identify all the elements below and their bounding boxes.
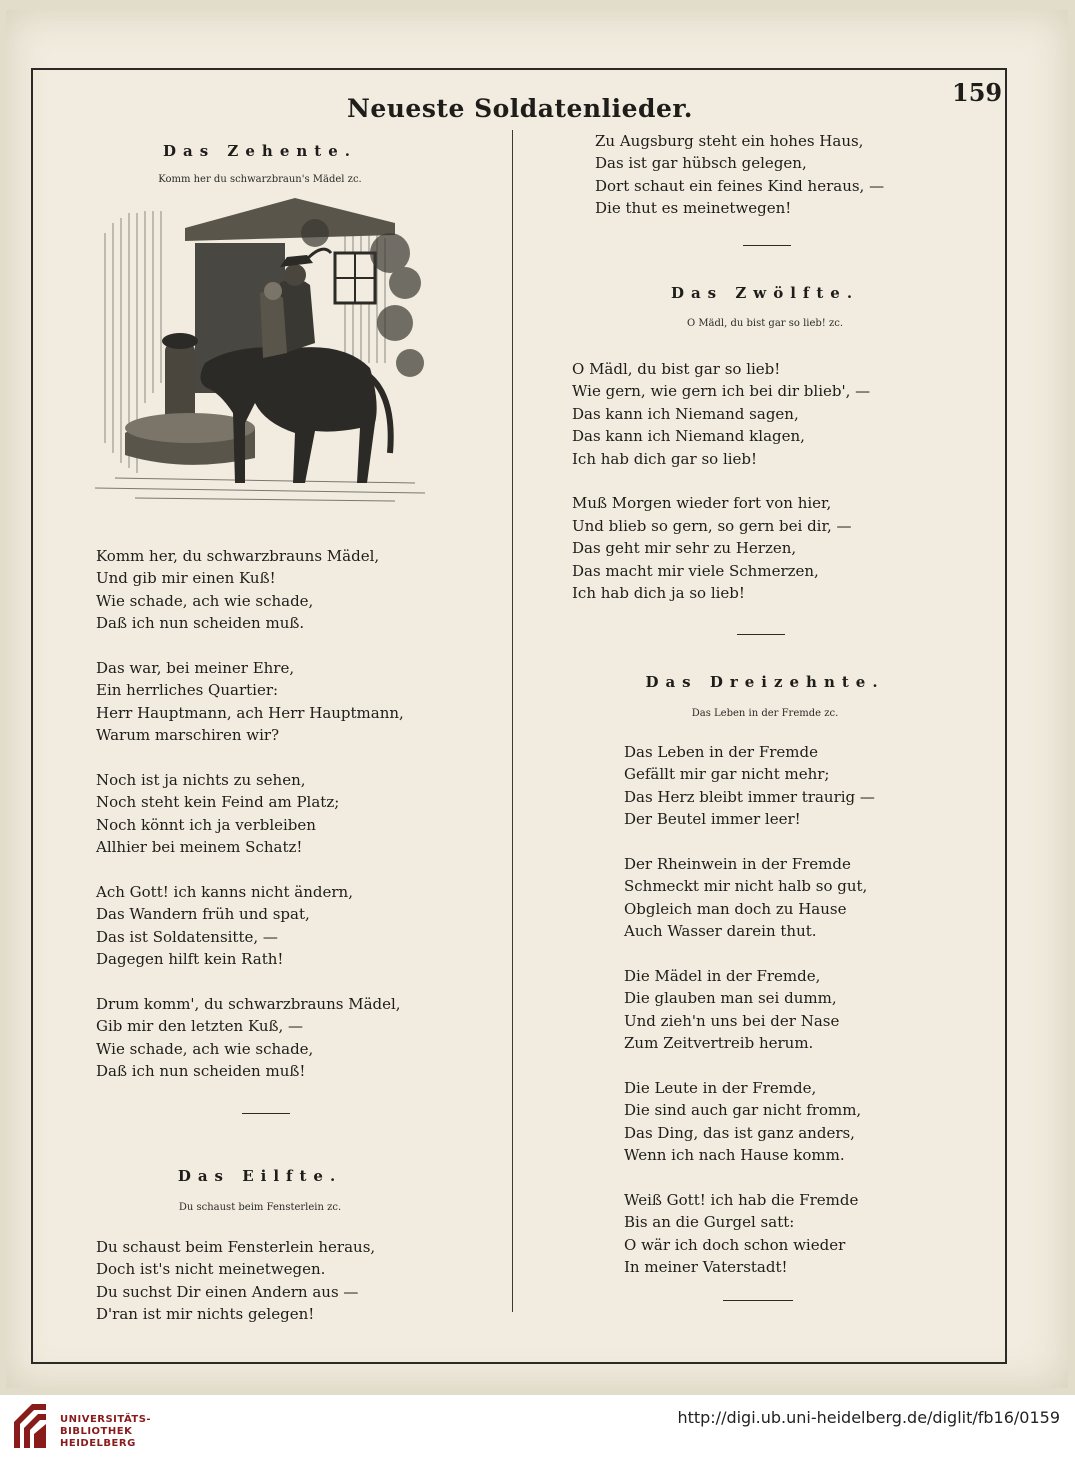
verse-line: Das Wandern früh und spat, xyxy=(96,905,310,924)
page-number: 159 xyxy=(952,78,1003,107)
verse-line: Du suchst Dir einen Andern aus — xyxy=(96,1282,359,1301)
library-name-line: BIBLIOTHEK xyxy=(60,1426,133,1437)
verse-line: Komm her, du schwarzbrauns Mädel, xyxy=(96,547,380,565)
verse-line: Drum komm', du schwarzbrauns Mädel, xyxy=(96,994,401,1013)
verse-line: Die Leute in der Fremde, xyxy=(624,1078,817,1097)
verse-line: Ich hab dich ja so lieb! xyxy=(572,583,745,602)
verse-line: Das war, bei meiner Ehre, xyxy=(96,658,295,677)
song-heading-zwoelfte: Das Zwölfte. xyxy=(670,284,860,302)
verse-dreizehnte xyxy=(624,741,875,1278)
verse-line: Noch ist ja nichts zu sehen, xyxy=(96,770,306,789)
verse-line: Auch Wasser darein thut. xyxy=(624,922,817,941)
source-url[interactable]: http://digi.ub.uni-heidelberg.de/diglit/fb16/0159 xyxy=(677,1408,1060,1427)
song-separator xyxy=(242,1113,290,1114)
song-heading-dreizehnte: Das Dreizehnte. xyxy=(645,673,885,691)
verse-line: Die Mädel in der Fremde, xyxy=(624,966,821,985)
verse-line: Der Rheinwein in der Fremde xyxy=(624,854,851,873)
verse-line: Zu Augsburg steht ein hohes Haus, xyxy=(595,132,864,150)
verse-line: Die glauben man sei dumm, xyxy=(624,989,837,1008)
verse-line: Noch könnt ich ja verbleiben xyxy=(96,815,316,834)
verse-line: Schmeckt mir nicht halb so gut, xyxy=(624,877,868,896)
verse-line: Gib mir den letzten Kuß, — xyxy=(96,1017,304,1036)
verse-line: Das macht mir viele Schmerzen, xyxy=(572,561,819,580)
stanza-break xyxy=(624,943,875,965)
verse-line: O Mädl, du bist gar so lieb! xyxy=(572,360,781,378)
stanza-break xyxy=(96,970,404,992)
verse-line: Wie gern, wie gern ich bei dir blieb', — xyxy=(572,382,871,401)
song-heading-zehnte: Das Zehente. xyxy=(163,142,357,160)
verse-line: Der Beutel immer leer! xyxy=(624,810,801,829)
library-name-line: UNIVERSITÄTS- xyxy=(60,1414,152,1425)
song-separator xyxy=(737,634,785,635)
verse-line: Dort schaut ein feines Kind heraus, — xyxy=(595,176,885,195)
verse-line: Noch steht kein Feind am Platz; xyxy=(96,793,340,812)
horseman-at-fountain-illustration xyxy=(95,193,425,505)
verse-line: Doch ist's nicht meinetwegen. xyxy=(96,1260,326,1279)
verse-line: Das Ding, das ist ganz anders, xyxy=(624,1123,855,1142)
song-subheading-dreizehnte: Das Leben in der Fremde zc. xyxy=(691,708,839,719)
verse-line: D'ran ist mir nichts gelegen! xyxy=(96,1305,315,1324)
verse-elfte xyxy=(96,1236,375,1326)
verse-line: Gefällt mir gar nicht mehr; xyxy=(624,765,830,784)
library-name xyxy=(60,1414,151,1450)
verse-line: Weiß Gott! ich hab die Fremde xyxy=(624,1190,859,1209)
column-divider xyxy=(512,130,513,1312)
verse-line: Herr Hauptmann, ach Herr Hauptmann, xyxy=(96,703,404,722)
verse-line: Die sind auch gar nicht fromm, xyxy=(624,1101,862,1120)
song-separator xyxy=(723,1300,793,1301)
verse-line: Ach Gott! ich kanns nicht ändern, xyxy=(96,882,353,901)
verse-elfte-continuation xyxy=(595,130,884,220)
stanza-break xyxy=(96,858,404,880)
verse-line: Wie schade, ach wie schade, xyxy=(96,1039,314,1058)
song-subheading-zwoelfte: O Mädl, du bist gar so lieb! zc. xyxy=(686,318,844,329)
page-title: Neueste Soldatenlieder. xyxy=(347,94,693,123)
stanza-break xyxy=(96,635,404,657)
stanza-break xyxy=(572,470,870,492)
verse-line: In meiner Vaterstadt! xyxy=(624,1257,788,1276)
song-subheading-elfte: Du schaust beim Fensterlein zc. xyxy=(178,1202,342,1213)
verse-zwoelfte xyxy=(572,358,870,604)
footer-bar xyxy=(0,1395,1075,1473)
stanza-break xyxy=(96,747,404,769)
verse-line: Die thut es meinetwegen! xyxy=(595,199,792,218)
song-heading-elfte: Das Eilfte. xyxy=(177,1167,343,1185)
verse-line: Das Leben in der Fremde xyxy=(624,743,818,761)
verse-line: Muß Morgen wieder fort von hier, xyxy=(572,494,832,513)
verse-line: Dagegen hilft kein Rath! xyxy=(96,950,284,969)
stanza-break xyxy=(624,831,875,853)
verse-line: Und gib mir einen Kuß! xyxy=(96,569,276,588)
verse-line: Das ist Soldatensitte, — xyxy=(96,927,278,946)
verse-line: Ein herrliches Quartier: xyxy=(96,681,279,700)
verse-line: Wenn ich nach Hause komm. xyxy=(624,1146,845,1165)
verse-line: Daß ich nun scheiden muß! xyxy=(96,1061,306,1080)
stanza-break xyxy=(624,1166,875,1188)
verse-line: Das geht mir sehr zu Herzen, xyxy=(572,539,797,558)
verse-line: Du schaust beim Fensterlein heraus, xyxy=(96,1238,376,1256)
verse-line: Und blieb so gern, so gern bei dir, — xyxy=(572,516,852,535)
verse-line: Das kann ich Niemand klagen, xyxy=(572,427,805,446)
library-name-line: HEIDELBERG xyxy=(60,1438,136,1449)
verse-line: Allhier bei meinem Schatz! xyxy=(96,838,303,857)
song-subheading-zehnte: Komm her du schwarzbraun's Mädel zc. xyxy=(158,174,362,185)
verse-line: Warum marschiren wir? xyxy=(96,726,280,745)
verse-line: Das Herz bleibt immer traurig — xyxy=(624,787,875,806)
verse-line: Und zieh'n uns bei der Nase xyxy=(624,1011,840,1030)
verse-line: Obgleich man doch zu Hause xyxy=(624,899,847,918)
verse-line: Das kann ich Niemand sagen, xyxy=(572,404,799,423)
song-separator xyxy=(743,245,791,246)
verse-line: Bis an die Gurgel satt: xyxy=(624,1213,795,1232)
verse-line: Daß ich nun scheiden muß. xyxy=(96,614,305,633)
verse-zehnte xyxy=(96,545,404,1082)
ub-heidelberg-logo-icon xyxy=(10,1402,50,1450)
verse-line: Das ist gar hübsch gelegen, xyxy=(595,154,807,173)
stanza-break xyxy=(624,1054,875,1076)
verse-line: Wie schade, ach wie schade, xyxy=(96,591,314,610)
verse-line: Zum Zeitvertreib herum. xyxy=(624,1034,814,1053)
verse-line: Ich hab dich gar so lieb! xyxy=(572,449,758,468)
verse-line: O wär ich doch schon wieder xyxy=(624,1235,846,1254)
